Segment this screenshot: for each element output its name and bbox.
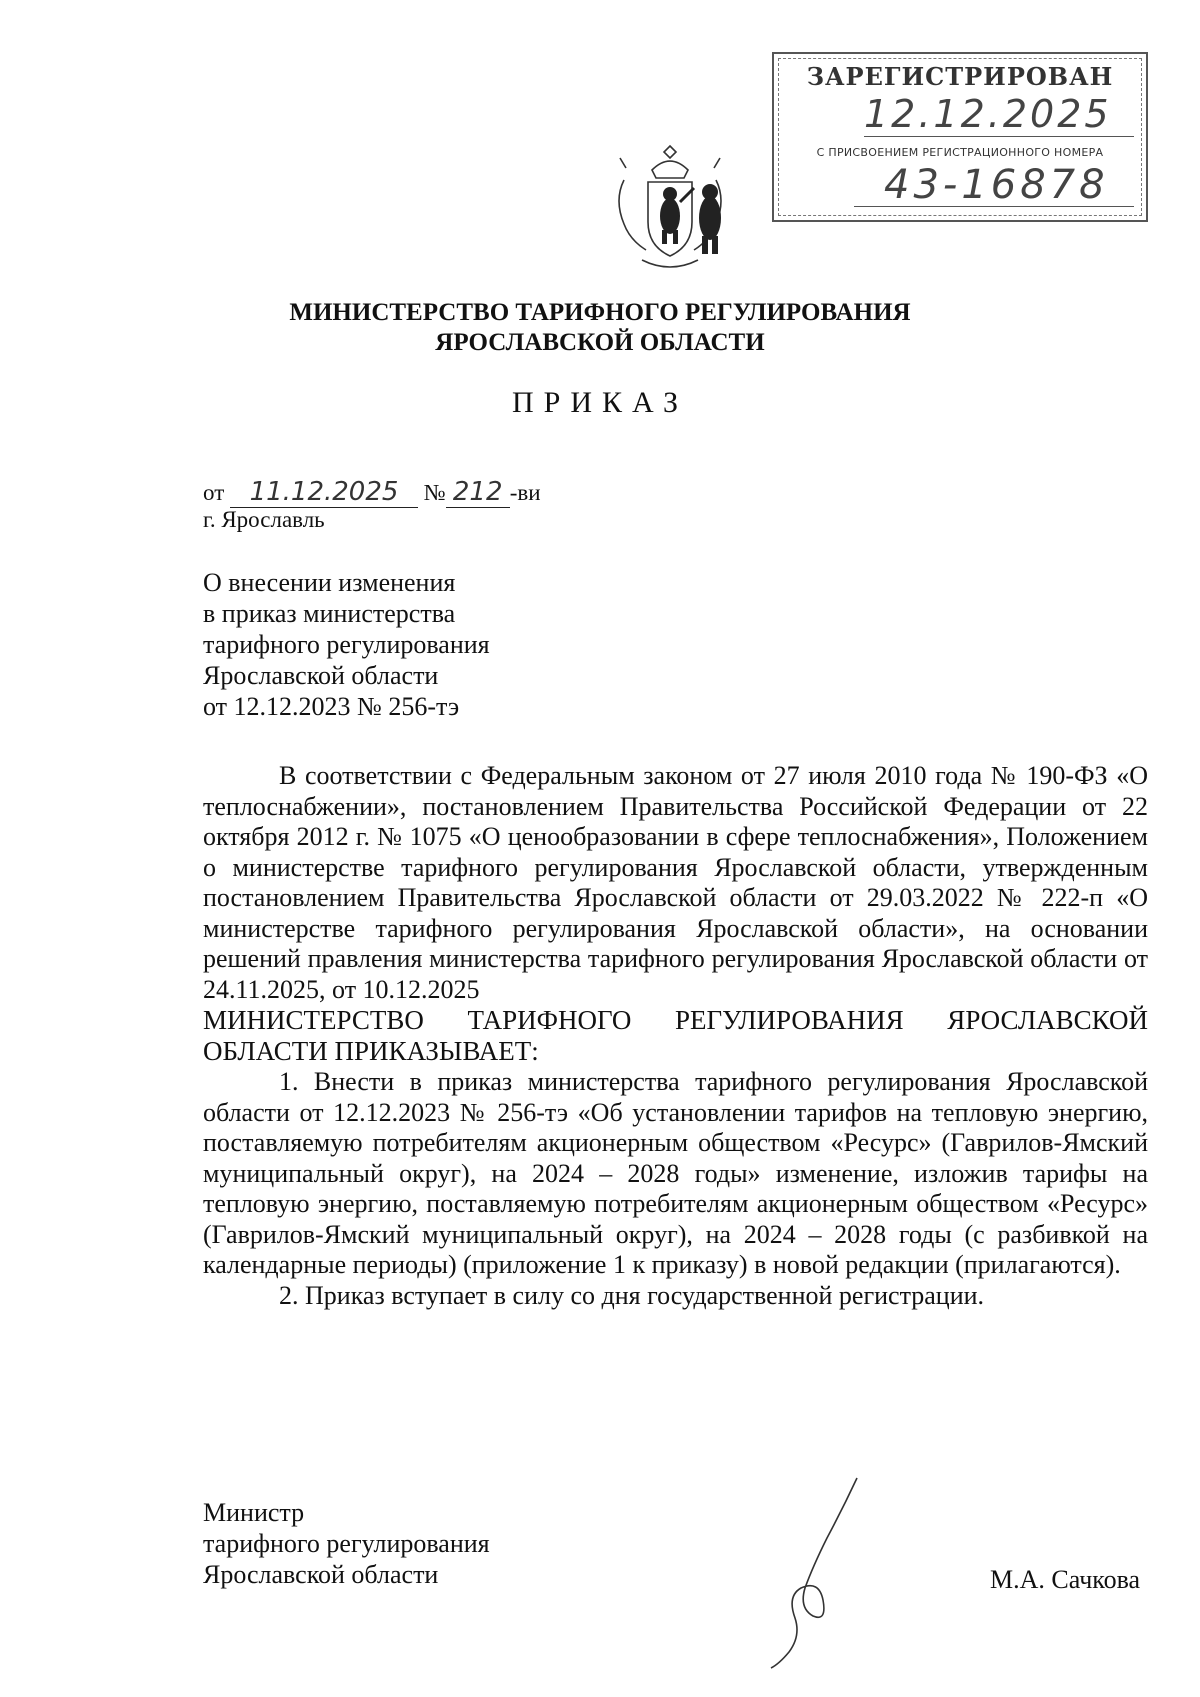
order-date-number-line xyxy=(203,477,541,508)
coat-of-arms-icon xyxy=(606,140,734,280)
subject-line: в приказ министерства xyxy=(203,599,456,628)
stamp-title: ЗАРЕГИСТРИРОВАН xyxy=(806,62,1114,91)
signer-position xyxy=(203,1497,490,1590)
signer-position-line: Ярославской области xyxy=(203,1560,439,1589)
signer-position-line: тарифного регулирования xyxy=(203,1529,490,1558)
order-date: 11.12.2025 xyxy=(230,477,418,508)
subject-line: Ярославской области xyxy=(203,661,439,690)
stamp-subtitle: С ПРИСВОЕНИЕМ РЕГИСТРАЦИОННОГО НОМЕРА xyxy=(816,146,1104,159)
organization-name-line: МИНИСТЕРСТВО ТАРИФНОГО РЕГУЛИРОВАНИЯ xyxy=(289,299,911,326)
signer-position-line: Министр xyxy=(203,1498,305,1527)
order-body xyxy=(203,761,1148,1311)
subject-line: тарифного регулирования xyxy=(203,630,490,659)
stamp-date: 12.12.2025 xyxy=(864,92,1112,136)
order-item-1: 1. Внести в приказ министерства тарифного регулирования Ярославской области от 12.12.2023 № 256-тэ «Об установлении тарифов на тепловую энергию, поставляемую потребителям акционерным обществом «Ресурс» (Гаврилов-Ямский муниципальный округ), на 2024 – 2028 годы» изменение, изложив тарифы на тепловую энергию, поставляемую потребителям акционерным обществом «Ресурс» (Гаврилов-Ямский муниципальный округ), на 2024 – 2028 годы (с разбивкой на календарные периоды) (приложение 1 к приказу) в новой редакции (прилагаются). xyxy=(203,1067,1148,1279)
order-subject xyxy=(203,567,623,722)
order-number-suffix: -ви xyxy=(509,480,541,505)
document-type-title: ПРИКАЗ xyxy=(512,386,688,419)
organization-name-line: ЯРОСЛАВСКОЙ ОБЛАСТИ xyxy=(435,329,765,356)
organization-name xyxy=(0,298,1200,358)
from-label: от xyxy=(203,480,225,505)
number-sign: № xyxy=(423,480,446,505)
city: г. Ярославль xyxy=(203,507,325,532)
registration-stamp xyxy=(772,52,1148,222)
order-item-2: 2. Приказ вступает в силу со дня государственной регистрации. xyxy=(279,1280,985,1310)
subject-line: О внесении изменения xyxy=(203,568,456,597)
directive-paragraph: МИНИСТЕРСТВО ТАРИФНОГО РЕГУЛИРОВАНИЯ ЯРОСЛАВСКОЙ ОБЛАСТИ ПРИКАЗЫВАЕТ: xyxy=(203,1005,1148,1066)
stamp-divider xyxy=(854,206,1134,207)
signer-name: М.А. Сачкова xyxy=(990,1565,1141,1594)
handwritten-signature xyxy=(765,1470,875,1670)
preamble-paragraph: В соответствии с Федеральным законом от 27 июля 2010 года № 190-ФЗ «О теплоснабжении», постановлением Правительства Российской Федерации от 22 октября 2012 г. № 1075 «О ценообразовании в сфере теплоснабжения», Положением о министерстве тарифного регулирования Ярославской области, утвержденным постановлением Правительства Ярославской области от 29.03.2022 № 222-п «О министерстве тарифного регулирования Ярославской области», на основании решений правления министерства тарифного регулирования Ярославской области от 24.11.2025, от 10.12.2025 xyxy=(203,761,1148,1004)
subject-line: от 12.12.2023 № 256-тэ xyxy=(203,692,460,721)
stamp-registration-number: 43-16878 xyxy=(884,162,1109,208)
stamp-divider xyxy=(864,136,1134,137)
order-number: 212 xyxy=(446,477,510,508)
